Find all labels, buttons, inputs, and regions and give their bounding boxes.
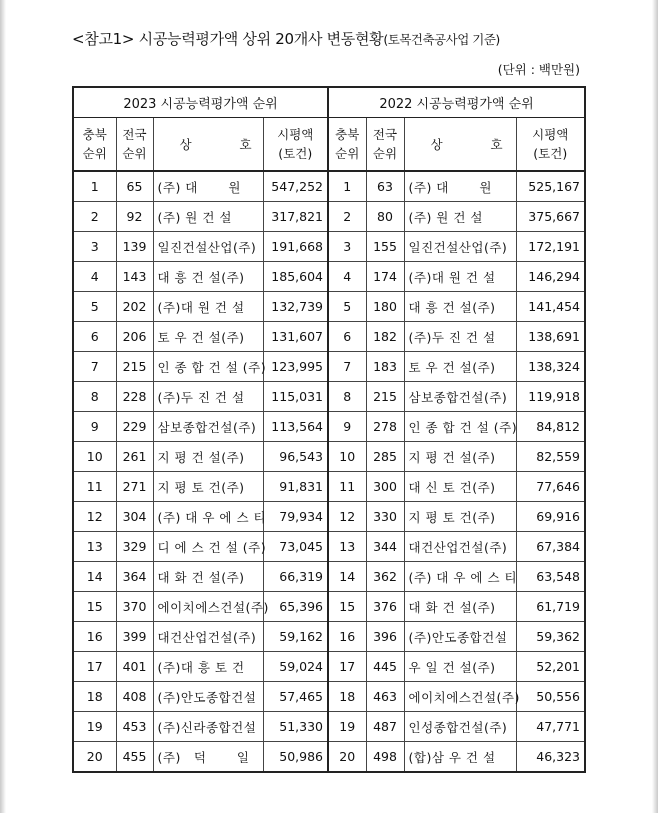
national-rank-2022-cell: 362 xyxy=(366,562,404,592)
table-row xyxy=(73,202,585,232)
national-rank-2023-cell: 271 xyxy=(116,472,153,502)
national-rank-2023-cell: 261 xyxy=(116,442,153,472)
national-rank-2023-cell: 364 xyxy=(116,562,153,592)
local-rank-2023-cell: 1 xyxy=(73,171,116,202)
company-2022-cell: 대건산업건설(주) xyxy=(404,532,516,562)
local-rank-2022-cell: 13 xyxy=(328,532,366,562)
amount-2023-cell: 57,465 xyxy=(263,682,328,712)
company-2022-cell: 지 평 토 건(주) xyxy=(404,502,516,532)
local-rank-2022-cell: 19 xyxy=(328,712,366,742)
company-2023-cell: 대 화 건 설(주) xyxy=(153,562,263,592)
local-rank-2023-cell: 8 xyxy=(73,382,116,412)
local-rank-2023-cell: 7 xyxy=(73,352,116,382)
amount-2023-cell: 185,604 xyxy=(263,262,328,292)
company-2022-cell: (주) 원 건 설 xyxy=(404,202,516,232)
table-row xyxy=(73,532,585,562)
amount-2022-cell: 47,771 xyxy=(516,712,585,742)
amount-2023-cell: 73,045 xyxy=(263,532,328,562)
amount-2022-cell: 50,556 xyxy=(516,682,585,712)
amount-2022-cell: 525,167 xyxy=(516,171,585,202)
amount-2022-cell: 46,323 xyxy=(516,742,585,773)
amount-2023-cell: 131,607 xyxy=(263,322,328,352)
amount-2023-cell: 91,831 xyxy=(263,472,328,502)
local-rank-2022-cell: 12 xyxy=(328,502,366,532)
company-2023-cell: 토 우 건 설(주) xyxy=(153,322,263,352)
national-rank-2023-cell: 399 xyxy=(116,622,153,652)
col-national-rank-2023: 전국 순위 xyxy=(116,118,153,172)
col-local-rank-2023: 충북 순위 xyxy=(73,118,116,172)
national-rank-2022-cell: 487 xyxy=(366,712,404,742)
company-2022-cell: (주)두 진 건 설 xyxy=(404,322,516,352)
local-rank-2023-cell: 11 xyxy=(73,472,116,502)
amount-2022-cell: 52,201 xyxy=(516,652,585,682)
local-rank-2023-cell: 9 xyxy=(73,412,116,442)
ranking-table xyxy=(72,86,586,773)
table-row xyxy=(73,652,585,682)
national-rank-2022-cell: 376 xyxy=(366,592,404,622)
amount-2023-cell: 115,031 xyxy=(263,382,328,412)
company-2022-cell: 토 우 건 설(주) xyxy=(404,352,516,382)
local-rank-2023-cell: 12 xyxy=(73,502,116,532)
amount-2023-cell: 113,564 xyxy=(263,412,328,442)
national-rank-2023-cell: 215 xyxy=(116,352,153,382)
national-rank-2022-cell: 80 xyxy=(366,202,404,232)
company-2022-cell: 지 평 건 설(주) xyxy=(404,442,516,472)
national-rank-2022-cell: 330 xyxy=(366,502,404,532)
company-2023-cell: 대 흥 건 설(주) xyxy=(153,262,263,292)
amount-2022-cell: 138,324 xyxy=(516,352,585,382)
company-2023-cell: 지 평 건 설(주) xyxy=(153,442,263,472)
national-rank-2022-cell: 155 xyxy=(366,232,404,262)
company-2023-cell: (주) 원 건 설 xyxy=(153,202,263,232)
local-rank-2023-cell: 3 xyxy=(73,232,116,262)
local-rank-2023-cell: 17 xyxy=(73,652,116,682)
local-rank-2022-cell: 3 xyxy=(328,232,366,262)
amount-2022-cell: 59,362 xyxy=(516,622,585,652)
column-header-row xyxy=(73,118,585,172)
group-2022: 2022 시공능력평가액 순위 xyxy=(328,87,585,118)
amount-2022-cell: 375,667 xyxy=(516,202,585,232)
local-rank-2023-cell: 19 xyxy=(73,712,116,742)
title-sub: (토목건축공사업 기준) xyxy=(383,32,500,47)
company-2023-cell: 지 평 토 건(주) xyxy=(153,472,263,502)
title-main: <참고1> 시공능력평가액 상위 20개사 변동현황 xyxy=(72,30,384,48)
local-rank-2023-cell: 2 xyxy=(73,202,116,232)
amount-2023-cell: 123,995 xyxy=(263,352,328,382)
table-row xyxy=(73,562,585,592)
table-row xyxy=(73,292,585,322)
amount-2022-cell: 138,691 xyxy=(516,322,585,352)
national-rank-2022-cell: 278 xyxy=(366,412,404,442)
local-rank-2022-cell: 4 xyxy=(328,262,366,292)
table-row xyxy=(73,472,585,502)
table-row xyxy=(73,622,585,652)
local-rank-2022-cell: 9 xyxy=(328,412,366,442)
amount-2023-cell: 132,739 xyxy=(263,292,328,322)
local-rank-2022-cell: 14 xyxy=(328,562,366,592)
document-title xyxy=(72,28,500,49)
national-rank-2023-cell: 453 xyxy=(116,712,153,742)
col-national-rank-2022: 전국 순위 xyxy=(366,118,404,172)
local-rank-2023-cell: 16 xyxy=(73,622,116,652)
col-company-2023: 상 호 xyxy=(153,118,263,172)
table-row xyxy=(73,262,585,292)
company-2023-cell: (주)신라종합건설 xyxy=(153,712,263,742)
national-rank-2023-cell: 143 xyxy=(116,262,153,292)
amount-2022-cell: 119,918 xyxy=(516,382,585,412)
group-2023: 2023 시공능력평가액 순위 xyxy=(73,87,328,118)
national-rank-2022-cell: 180 xyxy=(366,292,404,322)
local-rank-2022-cell: 20 xyxy=(328,742,366,773)
local-rank-2023-cell: 18 xyxy=(73,682,116,712)
col-amount-2023: 시평액 (토건) xyxy=(263,118,328,172)
page-edge-left xyxy=(0,0,6,813)
table-row xyxy=(73,232,585,262)
national-rank-2023-cell: 401 xyxy=(116,652,153,682)
table-row xyxy=(73,502,585,532)
group-header-row xyxy=(73,87,585,118)
amount-2022-cell: 146,294 xyxy=(516,262,585,292)
company-2023-cell: 삼보종합건설(주) xyxy=(153,412,263,442)
national-rank-2022-cell: 344 xyxy=(366,532,404,562)
unit-label: (단위 : 백만원) xyxy=(497,62,580,77)
national-rank-2022-cell: 396 xyxy=(366,622,404,652)
table-row xyxy=(73,712,585,742)
amount-2023-cell: 79,934 xyxy=(263,502,328,532)
national-rank-2022-cell: 182 xyxy=(366,322,404,352)
company-2023-cell: 에이치에스건설(주) xyxy=(153,592,263,622)
national-rank-2023-cell: 92 xyxy=(116,202,153,232)
company-2022-cell: (주)안도종합건설 xyxy=(404,622,516,652)
local-rank-2022-cell: 1 xyxy=(328,171,366,202)
company-2022-cell: (합)삼 우 건 설 xyxy=(404,742,516,773)
col-amount-2022: 시평액 (토건) xyxy=(516,118,585,172)
local-rank-2022-cell: 18 xyxy=(328,682,366,712)
amount-2023-cell: 317,821 xyxy=(263,202,328,232)
amount-2023-cell: 191,668 xyxy=(263,232,328,262)
company-2022-cell: (주)대 원 건 설 xyxy=(404,262,516,292)
company-2022-cell: 대 신 토 건(주) xyxy=(404,472,516,502)
company-2022-cell: 일진건설산업(주) xyxy=(404,232,516,262)
national-rank-2023-cell: 202 xyxy=(116,292,153,322)
company-2023-cell: (주) 대 원 xyxy=(153,171,263,202)
amount-2022-cell: 77,646 xyxy=(516,472,585,502)
company-2022-cell: (주) 대 우 에 스 티 xyxy=(404,562,516,592)
company-2022-cell: (주) 대 원 xyxy=(404,171,516,202)
table-row xyxy=(73,382,585,412)
amount-2023-cell: 547,252 xyxy=(263,171,328,202)
amount-2023-cell: 51,330 xyxy=(263,712,328,742)
table-row xyxy=(73,171,585,202)
local-rank-2022-cell: 16 xyxy=(328,622,366,652)
amount-2022-cell: 63,548 xyxy=(516,562,585,592)
page-edge-right xyxy=(652,0,658,813)
local-rank-2023-cell: 6 xyxy=(73,322,116,352)
company-2023-cell: (주)안도종합건설 xyxy=(153,682,263,712)
national-rank-2022-cell: 445 xyxy=(366,652,404,682)
local-rank-2022-cell: 2 xyxy=(328,202,366,232)
company-2023-cell: 인 종 합 건 설 (주) xyxy=(153,352,263,382)
amount-2022-cell: 67,384 xyxy=(516,532,585,562)
national-rank-2022-cell: 215 xyxy=(366,382,404,412)
col-company-2022: 상 호 xyxy=(404,118,516,172)
company-2023-cell: 디 에 스 건 설 (주) xyxy=(153,532,263,562)
table-row xyxy=(73,442,585,472)
company-2022-cell: 대 화 건 설(주) xyxy=(404,592,516,622)
company-2023-cell: (주)대 흥 토 건 xyxy=(153,652,263,682)
company-2022-cell: 에이치에스건설(주) xyxy=(404,682,516,712)
local-rank-2023-cell: 5 xyxy=(73,292,116,322)
national-rank-2023-cell: 455 xyxy=(116,742,153,773)
national-rank-2022-cell: 174 xyxy=(366,262,404,292)
local-rank-2022-cell: 15 xyxy=(328,592,366,622)
local-rank-2022-cell: 7 xyxy=(328,352,366,382)
national-rank-2022-cell: 183 xyxy=(366,352,404,382)
national-rank-2023-cell: 408 xyxy=(116,682,153,712)
national-rank-2023-cell: 139 xyxy=(116,232,153,262)
local-rank-2022-cell: 10 xyxy=(328,442,366,472)
national-rank-2022-cell: 63 xyxy=(366,171,404,202)
table-row xyxy=(73,592,585,622)
national-rank-2023-cell: 370 xyxy=(116,592,153,622)
local-rank-2023-cell: 14 xyxy=(73,562,116,592)
local-rank-2022-cell: 11 xyxy=(328,472,366,502)
national-rank-2022-cell: 463 xyxy=(366,682,404,712)
national-rank-2023-cell: 206 xyxy=(116,322,153,352)
company-2023-cell: 일진건설산업(주) xyxy=(153,232,263,262)
company-2022-cell: 대 흥 건 설(주) xyxy=(404,292,516,322)
company-2022-cell: 인성종합건설(주) xyxy=(404,712,516,742)
amount-2022-cell: 61,719 xyxy=(516,592,585,622)
local-rank-2023-cell: 4 xyxy=(73,262,116,292)
amount-2023-cell: 65,396 xyxy=(263,592,328,622)
company-2023-cell: (주)대 원 건 설 xyxy=(153,292,263,322)
amount-2023-cell: 50,986 xyxy=(263,742,328,773)
amount-2023-cell: 59,162 xyxy=(263,622,328,652)
national-rank-2022-cell: 498 xyxy=(366,742,404,773)
local-rank-2023-cell: 10 xyxy=(73,442,116,472)
local-rank-2022-cell: 17 xyxy=(328,652,366,682)
national-rank-2023-cell: 228 xyxy=(116,382,153,412)
national-rank-2023-cell: 304 xyxy=(116,502,153,532)
table-row xyxy=(73,682,585,712)
local-rank-2022-cell: 6 xyxy=(328,322,366,352)
col-local-rank-2022: 충북 순위 xyxy=(328,118,366,172)
national-rank-2022-cell: 300 xyxy=(366,472,404,502)
local-rank-2022-cell: 5 xyxy=(328,292,366,322)
national-rank-2023-cell: 65 xyxy=(116,171,153,202)
company-2023-cell: (주) 대 우 에 스 티 xyxy=(153,502,263,532)
local-rank-2023-cell: 15 xyxy=(73,592,116,622)
national-rank-2023-cell: 329 xyxy=(116,532,153,562)
company-2022-cell: 우 일 건 설(주) xyxy=(404,652,516,682)
local-rank-2023-cell: 13 xyxy=(73,532,116,562)
amount-2022-cell: 84,812 xyxy=(516,412,585,442)
table-row xyxy=(73,742,585,773)
amount-2022-cell: 141,454 xyxy=(516,292,585,322)
amount-2023-cell: 66,319 xyxy=(263,562,328,592)
local-rank-2022-cell: 8 xyxy=(328,382,366,412)
amount-2022-cell: 82,559 xyxy=(516,442,585,472)
amount-2023-cell: 96,543 xyxy=(263,442,328,472)
local-rank-2023-cell: 20 xyxy=(73,742,116,773)
company-2022-cell: 인 종 합 건 설 (주) xyxy=(404,412,516,442)
table-row xyxy=(73,352,585,382)
amount-2022-cell: 172,191 xyxy=(516,232,585,262)
national-rank-2023-cell: 229 xyxy=(116,412,153,442)
company-2023-cell: (주) 덕 일 xyxy=(153,742,263,773)
amount-2023-cell: 59,024 xyxy=(263,652,328,682)
national-rank-2022-cell: 285 xyxy=(366,442,404,472)
company-2023-cell: 대건산업건설(주) xyxy=(153,622,263,652)
company-2023-cell: (주)두 진 건 설 xyxy=(153,382,263,412)
amount-2022-cell: 69,916 xyxy=(516,502,585,532)
company-2022-cell: 삼보종합건설(주) xyxy=(404,382,516,412)
table-row xyxy=(73,322,585,352)
table-row xyxy=(73,412,585,442)
